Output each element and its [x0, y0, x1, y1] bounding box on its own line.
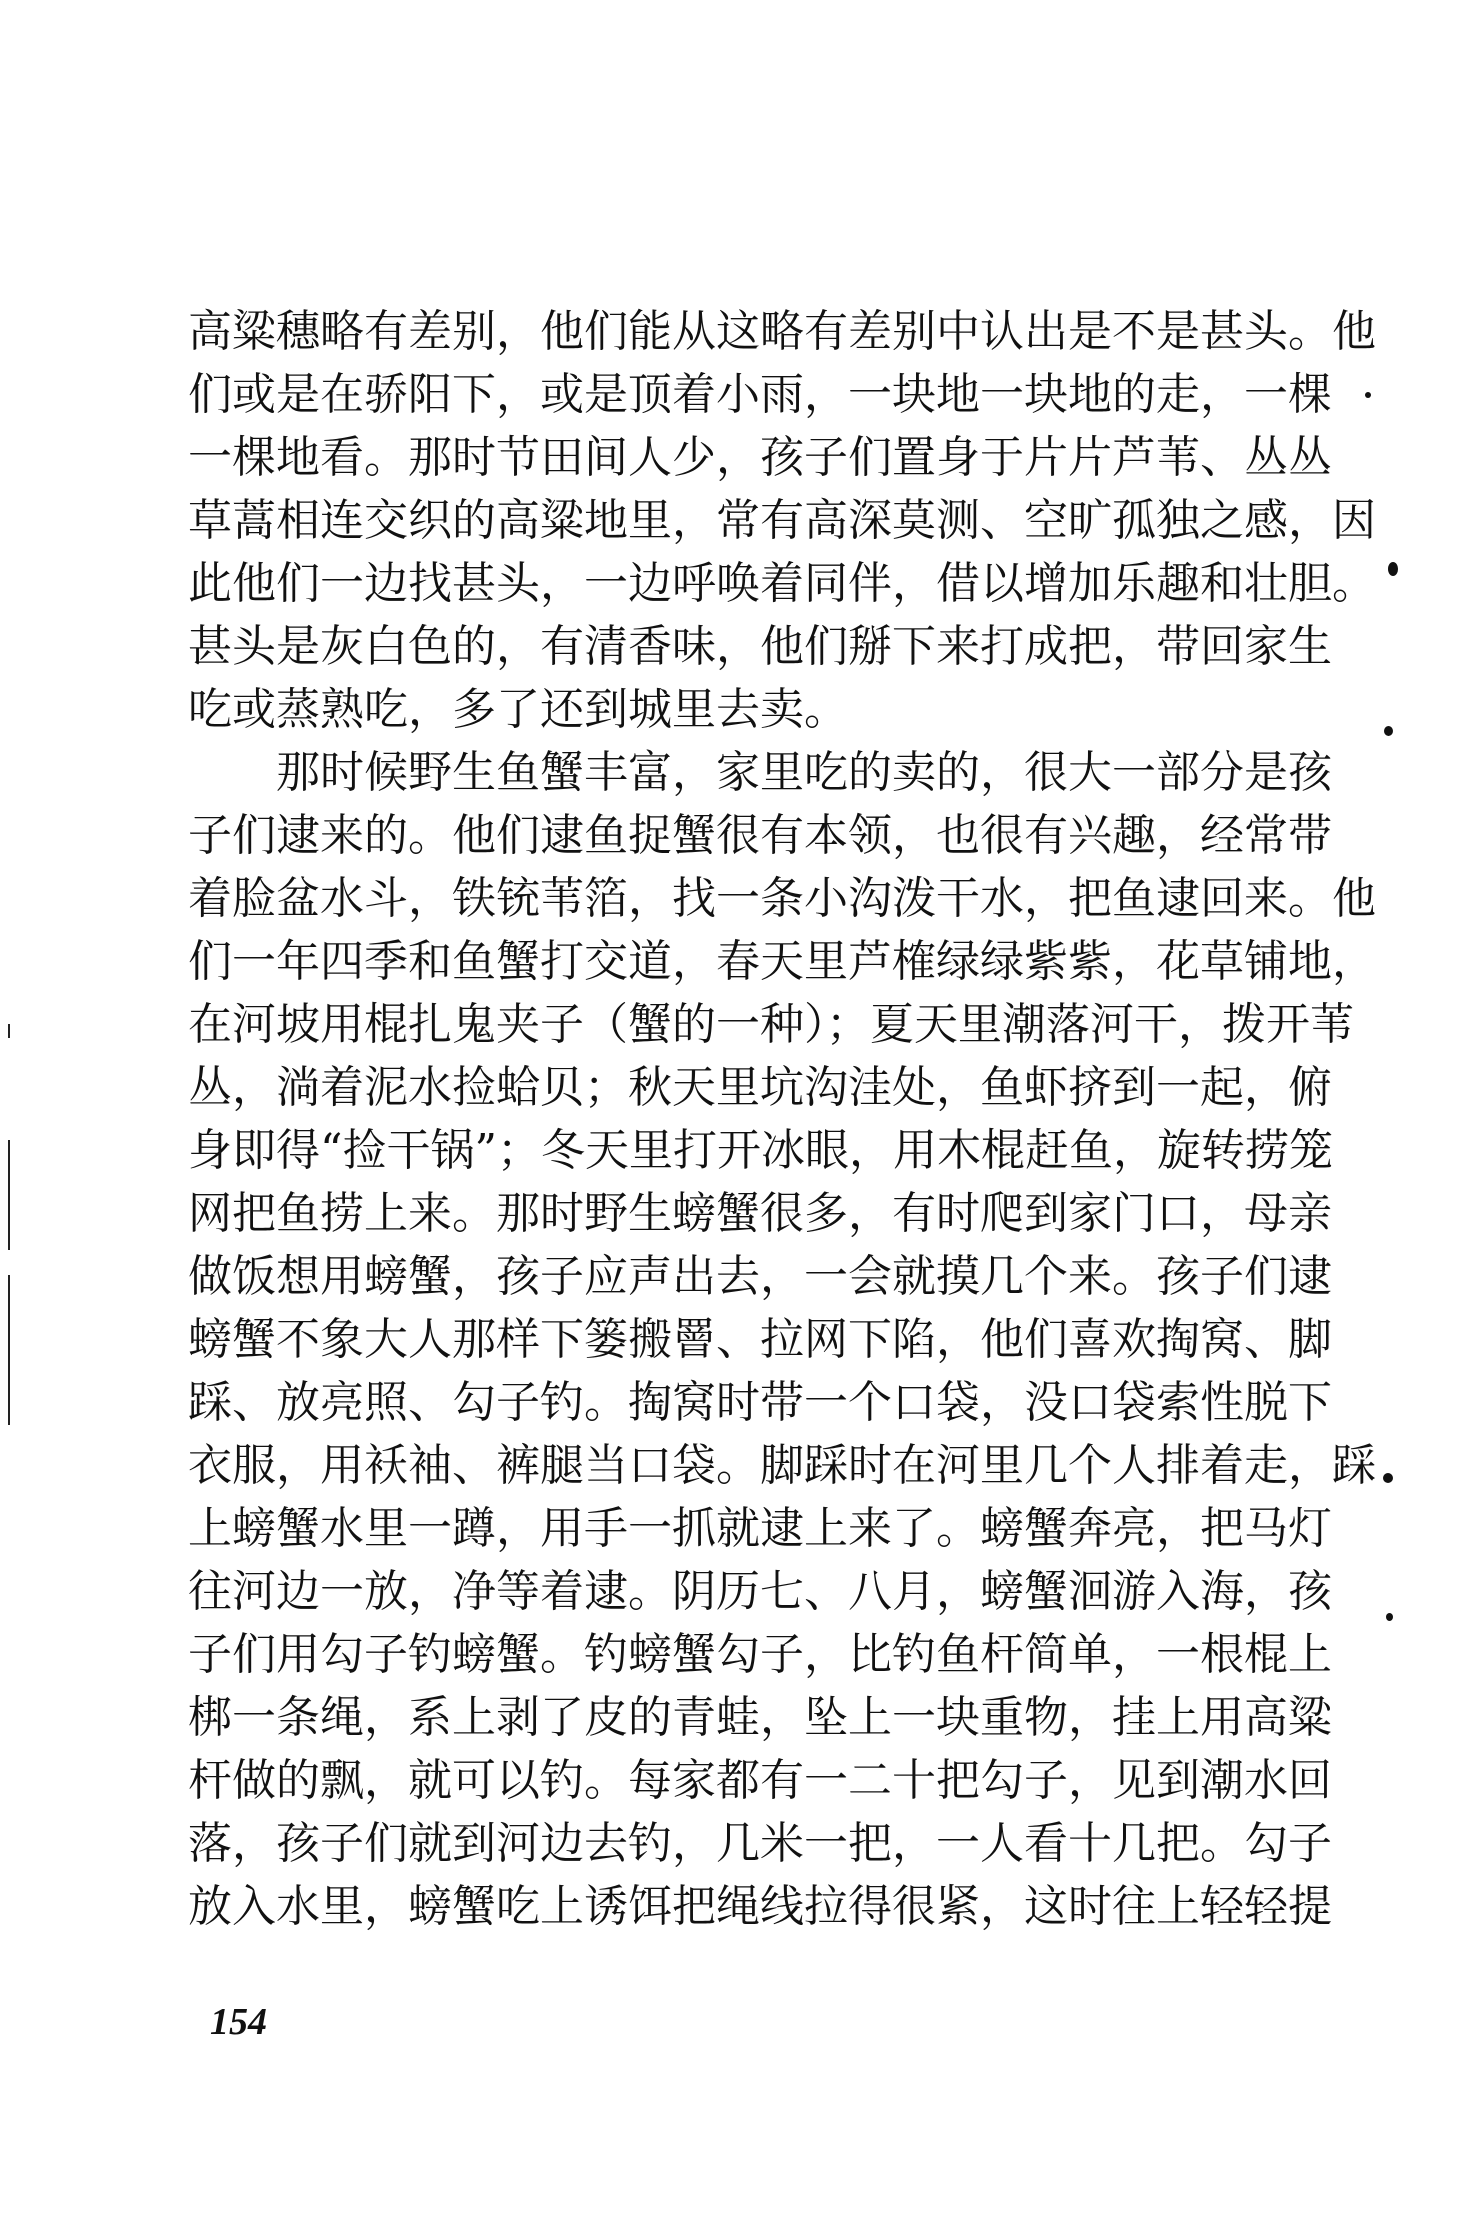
text-line: 在河坡用棍扎鬼夹子（蟹的一种）；夏天里潮落河干，拨开苇	[188, 999, 1354, 1050]
text-line: 螃蟹不象大人那样下篓搬罾、拉网下陷，他们喜欢掏窝、脚	[188, 1314, 1332, 1365]
text-line: 着脸盆水斗，铁铳苇箔，找一条小沟泼干水，把鱼逮回来。他	[188, 873, 1376, 924]
text-line: 草蒿相连交织的高粱地里，常有高深莫测、空旷孤独之感，因	[188, 495, 1376, 546]
page-number: 154	[210, 2001, 267, 2043]
text-line: 做饭想用螃蟹，孩子应声出去，一会就摸几个来。孩子们逮	[188, 1251, 1332, 1302]
text-line: 甚头是灰白色的，有清香味，他们掰下来打成把，带回家生	[188, 621, 1332, 672]
scan-edge-mark	[8, 1275, 10, 1425]
text-line: 落，孩子们就到河边去钓，几米一把，一人看十几把。勾子	[188, 1818, 1332, 1869]
text-line: 往河边一放，净等着逮。阴历七、八月，螃蟹洄游入海，孩	[188, 1566, 1332, 1617]
text-line: 们一年四季和鱼蟹打交道，春天里芦榷绿绿紫紫，花草铺地，	[188, 936, 1376, 987]
text-line: 高粱穗略有差别，他们能从这略有差别中认出是不是甚头。他	[188, 306, 1376, 357]
text-line: 上螃蟹水里一蹲，用手一抓就逮上来了。螃蟹奔亮，把马灯	[188, 1503, 1332, 1554]
scan-speck	[1365, 392, 1371, 398]
text-line: 踩、放亮照、勾子钓。掏窝时带一个口袋，没口袋索性脱下	[188, 1377, 1332, 1428]
scan-edge-mark	[8, 1140, 10, 1250]
text-line: 们或是在骄阳下，或是顶着小雨，一块地一块地的走，一棵	[188, 369, 1332, 420]
scan-speck	[1383, 1473, 1393, 1483]
body-text	[188, 300, 1376, 1938]
text-line: 梆一条绳，系上剥了皮的青蛙，坠上一块重物，挂上用高粱	[188, 1692, 1332, 1743]
text-line: 吃或蒸熟吃，多了还到城里去卖。	[188, 684, 848, 735]
text-line: 衣服，用袄袖、裤腿当口袋。脚踩时在河里几个人排着走，踩	[188, 1440, 1376, 1491]
scan-edge-mark	[8, 1024, 10, 1038]
scan-speck	[1388, 562, 1398, 576]
text-line: 子们逮来的。他们逮鱼捉蟹很有本领，也很有兴趣，经常带	[188, 810, 1332, 861]
text-line: 子们用勾子钓螃蟹。钓螃蟹勾子，比钓鱼杆简单，一根棍上	[188, 1629, 1332, 1680]
text-line: 那时候野生鱼蟹丰富，家里吃的卖的，很大一部分是孩	[276, 747, 1332, 798]
text-line: 杆做的飘，就可以钓。每家都有一二十把勾子，见到潮水回	[188, 1755, 1332, 1806]
scan-speck	[1384, 726, 1393, 736]
text-line: 一棵地看。那时节田间人少，孩子们置身于片片芦苇、丛丛	[188, 432, 1332, 483]
text-line: 身即得“捡干锅”；冬天里打开冰眼，用木棍赶鱼，旋转捞笼	[188, 1125, 1333, 1176]
text-line: 网把鱼捞上来。那时野生螃蟹很多，有时爬到家门口，母亲	[188, 1188, 1332, 1239]
scan-speck	[1386, 1613, 1393, 1621]
text-line: 丛，淌着泥水捡蛤贝；秋天里坑沟洼处，鱼虾挤到一起，俯	[188, 1062, 1332, 1113]
text-line: 放入水里，螃蟹吃上诱饵把绳线拉得很紧，这时往上轻轻提	[188, 1881, 1332, 1932]
text-line: 此他们一边找甚头，一边呼唤着同伴，借以增加乐趣和壮胆。	[188, 558, 1376, 609]
